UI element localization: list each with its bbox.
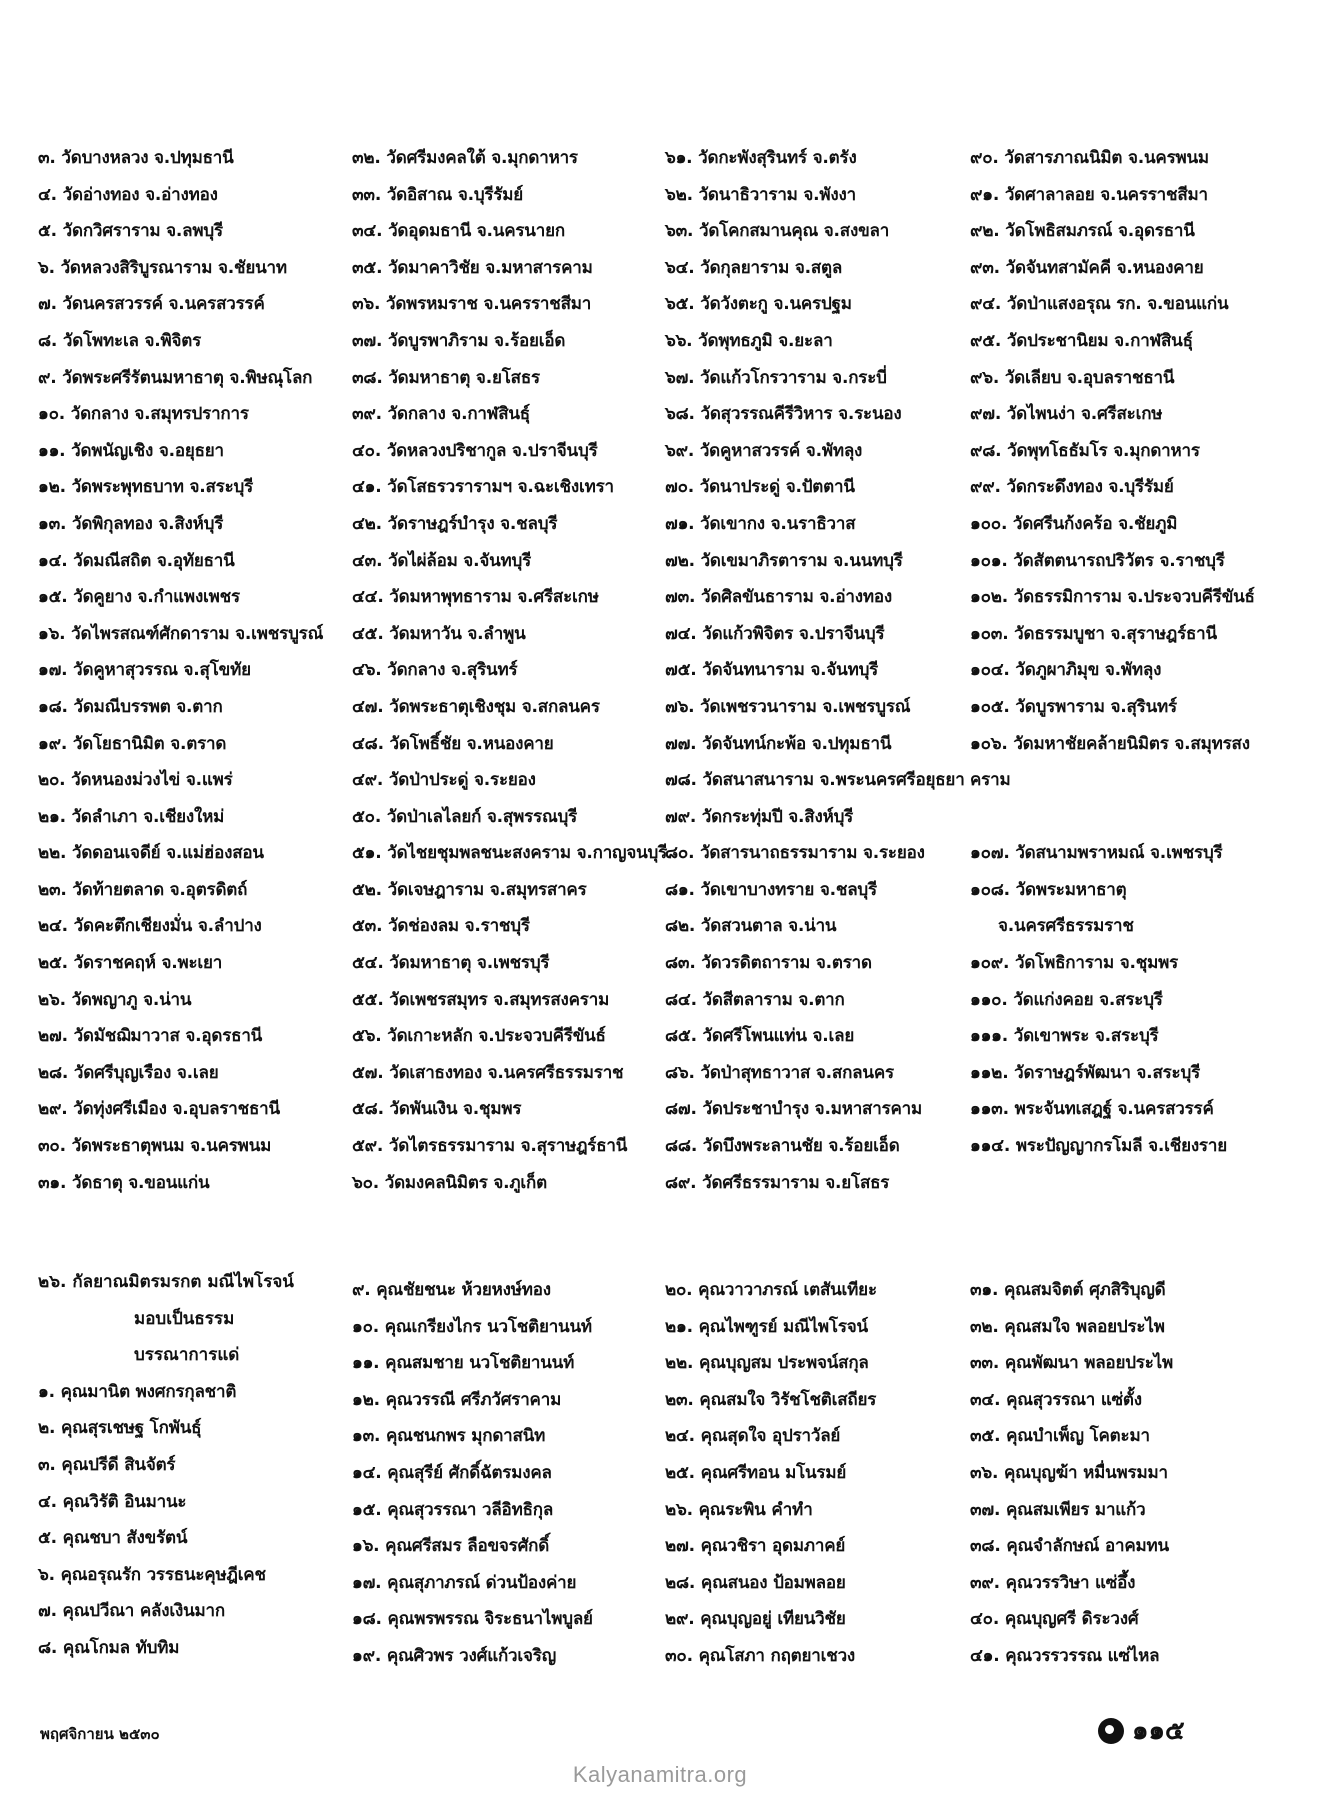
list-item: ๘๒. วัดสวนตาล จ.น่าน	[665, 916, 837, 937]
list-item: ๓๓. วัดอิสาณ จ.บุรีรัมย์	[352, 184, 524, 205]
list-item: ๒๐. คุณวาวาภรณ์ เตสันเทียะ	[665, 1280, 877, 1300]
list-item: ๑๑๓. พระจันทเสฎฐ์ จ.นครสวรรค์	[970, 1099, 1214, 1120]
list-item: ๕๘. วัดพันเงิน จ.ชุมพร	[352, 1099, 522, 1120]
page-marker-icon	[1098, 1718, 1124, 1744]
list-item: ๓๒. วัดศรีมงคลใต้ จ.มุกดาหาร	[352, 148, 578, 168]
donor-heading: ๒๖. กัลยาณมิตรมรกต มณีไพโรจน์	[38, 1272, 294, 1292]
site-watermark: Kalyanamitra.org	[572, 1762, 748, 1787]
list-item: ๓๗. คุณสมเพียร มาแก้ว	[970, 1499, 1146, 1520]
list-item: ๘๔. วัดสีตลาราม จ.ตาก	[665, 989, 845, 1010]
list-item: ๑๑๔. พระปัญญากรโมลี จ.เชียงราย	[970, 1136, 1227, 1157]
list-item: ๑๘. วัดมณีบรรพต จ.ตาก	[38, 696, 223, 717]
list-item	[970, 799, 1255, 836]
list-item: ๑๒. วัดพระพุทธบาท จ.สระบุรี	[38, 477, 254, 498]
list-item: ๙๑. วัดศาลาลอย จ.นครราชสีมา	[970, 184, 1208, 205]
donor-subheading-1: มอบเป็นธรรม	[134, 1308, 235, 1329]
temple-list-column-2	[352, 140, 667, 1201]
list-item: ๓๘. คุณจำลักษณ์ อาคมทน	[970, 1536, 1169, 1557]
list-item: ๓. วัดบางหลวง จ.ปทุมธานี	[38, 148, 234, 168]
list-item: ๘๕. วัดศรีโพนแท่น จ.เลย	[665, 1026, 855, 1047]
list-item: ๙. วัดพระศรีรัตนมหาธาตุ จ.พิษณุโลก	[38, 367, 313, 388]
list-item: ๑๑๑. วัดเขาพระ จ.สระบุรี	[970, 1026, 1159, 1047]
list-item: ๓๗. วัดบูรพาภิราม จ.ร้อยเอ็ด	[352, 330, 566, 351]
list-item: ๓๒. คุณสมใจ พลอยประไพ	[970, 1316, 1165, 1337]
list-item: ๘. วัดโพทะเล จ.พิจิตร	[38, 330, 202, 351]
donor-subheading-2: บรรณาการแด่	[134, 1345, 240, 1366]
list-item: ๑๐๐. วัดศรีนก้งคร้อ จ.ชัยภูมิ	[970, 513, 1178, 534]
list-item: ๑๐๖. วัดมหาชัยคล้ายนิมิตร จ.สมุทรสง	[970, 733, 1250, 754]
list-item: ๖๓. วัดโคกสมานคุณ จ.สงขลา	[665, 221, 890, 242]
list-item: ๓๐. คุณโสภา กฤตยาเชวง	[665, 1645, 856, 1666]
list-item: ๙๓. วัดจันทสามัคคี จ.หนองคาย	[970, 257, 1204, 278]
list-item: ๗๖. วัดเพชรวนาราม จ.เพชรบูรณ์	[665, 696, 911, 717]
list-item: ๑๖. คุณศรีสมร ลือขจรศักดิ์	[352, 1536, 550, 1557]
list-item: ๑๐๙. วัดโพธิการาม จ.ชุมพร	[970, 953, 1179, 974]
list-item: ๑๐๒. วัดธรรมิการาม จ.ประจวบคีรีขันธ์	[970, 587, 1255, 608]
list-item: ๕๔. วัดมหาธาตุ จ.เพชรบุรี	[352, 953, 550, 974]
list-item: ๙๗. วัดไพนง่า จ.ศรีสะเกษ	[970, 404, 1163, 425]
list-item: ๒๐. วัดหนองม่วงไข่ จ.แพร่	[38, 770, 233, 791]
list-item: ๖๙. วัดคูหาสวรรค์ จ.พัทลุง	[665, 440, 863, 461]
list-item: ๗๐. วัดนาประดู่ จ.ปัตตานี	[665, 477, 855, 498]
list-item: ๖๒. วัดนาธิวาราม จ.พังงา	[665, 184, 856, 205]
list-item: ๓๔. วัดอุดมธานี จ.นครนายก	[352, 221, 565, 242]
list-item: ๖๐. วัดมงคลนิมิตร จ.ภูเก็ต	[352, 1172, 547, 1193]
list-item: คราม	[970, 770, 1011, 791]
list-item: ๑๔. คุณสุรีย์ ศักดิ์ฉัตรมงคล	[352, 1462, 552, 1483]
list-item: ๒. คุณสุรเชษฐ โกพันธุ์	[38, 1418, 202, 1439]
page-corner-mark	[1230, 0, 1260, 8]
temple-list-column-3	[665, 140, 965, 1201]
list-item: ๗๔. วัดแก้วพิจิตร จ.ปราจีนบุรี	[665, 623, 885, 644]
list-item: ๒๙. คุณบุญอยู่ เทียนวิชัย	[665, 1609, 846, 1630]
list-item: ๓๕. คุณบำเพ็ญ โคตะมา	[970, 1426, 1150, 1447]
list-item: ๔๐. คุณบุญศรี ดิระวงศ์	[970, 1609, 1139, 1630]
list-item: ๗๗. วัดจันทน์กะพ้อ จ.ปทุมธานี	[665, 733, 892, 754]
page-number: ๑๑๕	[1132, 1716, 1185, 1746]
list-item: ๒๑. คุณไพฑูรย์ มณีไพโรจน์	[665, 1316, 868, 1337]
list-item: ๒๙. วัดทุ่งศรีเมือง จ.อุบลราชธานี	[38, 1099, 280, 1120]
list-item: ๑๙. คุณศิวพร วงศ์แก้วเจริญ	[352, 1645, 556, 1666]
list-item: ๑๐. วัดกลาง จ.สมุทรปราการ	[38, 404, 249, 425]
list-item: ๒๗. คุณวชิรา อุดมภาคย์	[665, 1536, 846, 1557]
donor-list-column-2	[352, 1272, 593, 1675]
list-item: ๒๔. คุณสุดใจ อุปราวัลย์	[665, 1426, 841, 1447]
list-item: ๔๕. วัดมหาวัน จ.ลำพูน	[352, 623, 526, 644]
list-item: ๒๓. คุณสมใจ วิรัชโชติเสถียร	[665, 1389, 877, 1410]
list-item: ๑๕. คุณสุวรรณา วลีอิทธิกุล	[352, 1499, 554, 1520]
list-item: ๔. วัดอ่างทอง จ.อ่างทอง	[38, 184, 218, 205]
list-item: ๗๕. วัดจันทนาราม จ.จันทบุรี	[665, 660, 879, 681]
list-item: ๑๘. คุณพรพรรณ จิระธนาไพบูลย์	[352, 1609, 593, 1630]
list-item: ๗๓. วัดศิลขันธาราม จ.อ่างทอง	[665, 587, 892, 608]
list-item: ๗๑. วัดเขากง จ.นราธิวาส	[665, 513, 856, 534]
list-item: ๕. คุณชบา สังขรัตน์	[38, 1528, 188, 1549]
list-item: ๕. วัดกวิศราราม จ.ลพบุรี	[38, 221, 223, 242]
list-item: ๗๒. วัดเขมาภิรตาราม จ.นนทบุรี	[665, 550, 903, 571]
list-item: ๔๘. วัดโพธิ์ชัย จ.หนองคาย	[352, 733, 554, 754]
list-item: ๖๖. วัดพุทธภูมิ จ.ยะลา	[665, 330, 833, 351]
list-item: ๘๗. วัดประชาบำรุง จ.มหาสารคาม	[665, 1099, 923, 1120]
list-item: ๘๙. วัดศรีธรรมาราม จ.ยโสธร	[665, 1172, 890, 1193]
list-item: ๙๐. วัดสารภาณนิมิต จ.นครพนม	[970, 148, 1209, 168]
list-item: ๑๐. คุณเกรียงไกร นวโชติยานนท์	[352, 1316, 592, 1337]
list-item: ๖๑. วัดกะพังสุรินทร์ จ.ตรัง	[665, 148, 857, 168]
list-item: ๓๐. วัดพระธาตุพนม จ.นครพนม	[38, 1136, 272, 1157]
list-item: ๘๑. วัดเขาบางทราย จ.ชลบุรี	[665, 879, 877, 900]
list-item: ๔๖. วัดกลาง จ.สุรินทร์	[352, 660, 518, 681]
list-item: ๒๖. คุณระพิน คำทำ	[665, 1499, 813, 1520]
list-item: ๓๖. คุณบุญฆ้า หมื่นพรมมา	[970, 1462, 1168, 1483]
list-item: ๒๖. วัดพญาภู จ.น่าน	[38, 989, 192, 1010]
list-item: ๓๑. คุณสมจิตต์ ศุภสิริบุญดี	[970, 1280, 1166, 1300]
donor-list-1	[38, 1374, 294, 1667]
list-item: ๑๑๐. วัดแก่งคอย จ.สระบุรี	[970, 989, 1163, 1010]
temple-list-column-4	[970, 140, 1255, 1165]
list-item: ๖๗. วัดแก้วโกรวาราม จ.กระบี่	[665, 367, 887, 388]
list-item: ๔. คุณวิรัติ อินมานะ	[38, 1491, 187, 1512]
list-item: ๙. คุณชัยชนะ ห้วยหงษ์ทอง	[352, 1280, 551, 1300]
list-item: ๒๘. วัดศรีบุญเรือง จ.เลย	[38, 1062, 219, 1083]
list-item: ๑๗. วัดคูหาสุวรรณ จ.สุโขทัย	[38, 660, 251, 681]
list-item: ๓๓. คุณพัฒนา พลอยประไพ	[970, 1353, 1174, 1374]
list-item: ๑๐๑. วัดสัตตนารถปริวัตร จ.ราชบุรี	[970, 550, 1225, 571]
list-item: ๓๙. คุณวรรวิษา แซ่อึ้ง	[970, 1572, 1136, 1593]
list-item: ๕๒. วัดเจษฎาราม จ.สมุทรสาคร	[352, 879, 587, 900]
list-item: ๑๐๓. วัดธรรมบูชา จ.สุราษฎร์ธานี	[970, 623, 1217, 644]
list-item: ๑๐๔. วัดภูผาภิมุข จ.พัทลุง	[970, 660, 1162, 681]
list-item: ๖. คุณอรุณรัก วรรธนะคุษฎีเคช	[38, 1564, 266, 1585]
list-item: ๕๗. วัดเสาธงทอง จ.นครศรีธรรมราช	[352, 1062, 624, 1083]
list-item: ๘. คุณโกมล ทับทิม	[38, 1637, 180, 1658]
list-item: ๘๘. วัดบึงพระลานชัย จ.ร้อยเอ็ด	[665, 1136, 900, 1157]
list-item: ๔๓. วัดไผ่ล้อม จ.จันทบุรี	[352, 550, 532, 571]
list-item: ๑๓. วัดพิกุลทอง จ.สิงห์บุรี	[38, 513, 224, 534]
list-item: ๙๖. วัดเลียบ จ.อุบลราชธานี	[970, 367, 1175, 388]
list-item: ๑๒. คุณวรรณี ศรีภวัศราคาม	[352, 1389, 562, 1410]
list-item: ๒๒. คุณบุญสม ประพจน์สกุล	[665, 1353, 869, 1374]
list-item: ๑๖. วัดไพรสณฑ์ศักดาราม จ.เพชรบูรณ์	[38, 623, 324, 644]
list-item: ๒๒. วัดดอนเจดีย์ จ.แม่ฮ่องสอน	[38, 843, 264, 864]
list-item: ๑๐๗. วัดสนามพราหมณ์ จ.เพชรบุรี	[970, 843, 1223, 864]
list-item: ๘๓. วัดวรดิตถาราม จ.ตราด	[665, 953, 872, 974]
list-item: ๕๖. วัดเกาะหลัก จ.ประจวบคีรีขันธ์	[352, 1026, 606, 1047]
list-item: ๔๗. วัดพระธาตุเชิงชุม จ.สกลนคร	[352, 696, 600, 717]
list-item: ๔๔. วัดมหาพุทธาราม จ.ศรีสะเกษ	[352, 587, 599, 608]
list-item: ๑๙. วัดโยธานิมิต จ.ตราด	[38, 733, 227, 754]
list-item: ๗. คุณปวีณา คลังเงินมาก	[38, 1601, 225, 1622]
list-item: ๔๒. วัดราษฎร์บำรุง จ.ชลบุรี	[352, 513, 558, 534]
list-item: ๑๐๕. วัดบูรพาราม จ.สุรินทร์	[970, 696, 1177, 717]
list-item: ๒๕. วัดราชคฤห์ จ.พะเยา	[38, 953, 223, 974]
list-item: ๑๐๘. วัดพระมหาธาตุ	[970, 879, 1127, 900]
list-item: ๔๐. วัดหลวงปริชากูล จ.ปราจีนบุรี	[352, 440, 598, 461]
list-item: ๓๖. วัดพรหมราช จ.นครราชสีมา	[352, 294, 592, 315]
donor-list-column-1	[38, 1264, 294, 1667]
list-item: ๗. วัดนครสวรรค์ จ.นครสวรรค์	[38, 294, 265, 315]
list-item: ๙๒. วัดโพธิสมภรณ์ จ.อุดรธานี	[970, 221, 1195, 242]
list-item: ๙๙. วัดกระดึงทอง จ.บุรีรัมย์	[970, 477, 1174, 498]
list-item: ๔๑. คุณวรรวรรณ แซ่ไหล	[970, 1645, 1160, 1666]
list-item: ๔๙. วัดป่าประดู่ จ.ระยอง	[352, 770, 536, 791]
list-item: ๙๕. วัดประชานิยม จ.กาฬสินธุ์	[970, 330, 1193, 351]
list-item: ๙๘. วัดพุทโธธัมโร จ.มุกดาหาร	[970, 440, 1200, 461]
list-item: ๓๔. คุณสุวรรณา แซ่ตั้ง	[970, 1389, 1142, 1410]
list-item: ๑๑๒. วัดราษฎร์พัฒนา จ.สระบุรี	[970, 1062, 1201, 1083]
list-item: ๒๘. คุณสนอง ป้อมพลอย	[665, 1572, 846, 1593]
list-item: ๘๐. วัดสารนาถธรรมาราม จ.ระยอง	[665, 843, 925, 864]
list-item: ๔๑. วัดโสธรวรารามฯ จ.ฉะเชิงเทรา	[352, 477, 614, 498]
list-item: ๘๖. วัดป่าสุทธาวาส จ.สกลนคร	[665, 1062, 894, 1083]
list-item: ๑๔. วัดมณีสถิต จ.อุทัยธานี	[38, 550, 235, 571]
list-item: ๕๙. วัดไตรธรรมาราม จ.สุราษฎร์ธานี	[352, 1136, 628, 1157]
list-item: ๓๑. วัดธาตุ จ.ขอนแก่น	[38, 1172, 210, 1193]
list-item: ๓. คุณปรีดี สินจัตร์	[38, 1454, 176, 1475]
temple-list-column-1	[38, 140, 323, 1201]
list-item: ๑. คุณมานิต พงศกรกุลชาติ	[38, 1381, 237, 1402]
list-item: ๙๔. วัดป่าแสงอรุณ รก. จ.ขอนแก่น	[970, 294, 1229, 315]
list-item: ๖. วัดหลวงสิริบูรณาราม จ.ชัยนาท	[38, 257, 287, 278]
issue-date: พฤศจิกายน ๒๕๓๐	[40, 1725, 160, 1743]
list-item: ๓๙. วัดกลาง จ.กาฬสินธุ์	[352, 404, 530, 425]
list-item: ๑๑. คุณสมชาย นวโชติยานนท์	[352, 1353, 575, 1374]
list-item: ๒๗. วัดมัชฌิมาวาส จ.อุดรธานี	[38, 1026, 263, 1047]
donor-list-column-4	[970, 1272, 1173, 1675]
page-number-group	[1098, 1710, 1185, 1751]
list-item: ๑๓. คุณชนกพร มุกดาสนิท	[352, 1426, 546, 1447]
list-item: ๖๔. วัดกุลยาราม จ.สตูล	[665, 257, 843, 278]
list-item: ๒๓. วัดท้ายตลาด จ.อุตรดิตถ์	[38, 879, 248, 900]
list-item: ๓๘. วัดมหาธาตุ จ.ยโสธร	[352, 367, 540, 388]
list-item: ๖๕. วัดวังตะกู จ.นครปฐม	[665, 294, 852, 315]
donor-list-column-3	[665, 1272, 877, 1675]
list-item: ๓๕. วัดมาคาวิชัย จ.มหาสารคาม	[352, 257, 593, 278]
list-item: จ.นครศรีธรรมราช	[998, 916, 1134, 937]
list-item: ๕๑. วัดไชยชุมพลชนะสงคราม จ.กาญจนบุรี	[352, 843, 668, 864]
list-item: ๒๑. วัดลำเภา จ.เชียงใหม่	[38, 806, 225, 827]
list-item: ๑๕. วัดคูยาง จ.กำแพงเพชร	[38, 587, 240, 608]
list-item: ๒๔. วัดคะตึกเชียงมั่น จ.ลำปาง	[38, 916, 262, 937]
list-item: ๕๐. วัดป่าเลไลยก์ จ.สุพรรณบุรี	[352, 806, 578, 827]
list-item: ๑๗. คุณสุภาภรณ์ ด่วนป้องค่าย	[352, 1572, 577, 1593]
list-item: ๗๘. วัดสนาสนาราม จ.พระนครศรีอยุธยา	[665, 770, 965, 791]
list-item: ๑๑. วัดพนัญเชิง จ.อยุธยา	[38, 440, 224, 461]
list-item: ๗๙. วัดกระทุ่มปี จ.สิงห์บุรี	[665, 806, 854, 827]
list-item: ๒๕. คุณศรีทอน มโนรมย์	[665, 1462, 847, 1483]
list-item: ๖๘. วัดสุวรรณคีรีวิหาร จ.ระนอง	[665, 404, 902, 425]
list-item: ๕๕. วัดเพชรสมุทร จ.สมุทรสงคราม	[352, 989, 610, 1010]
list-item: ๕๓. วัดช่องลม จ.ราชบุรี	[352, 916, 530, 937]
